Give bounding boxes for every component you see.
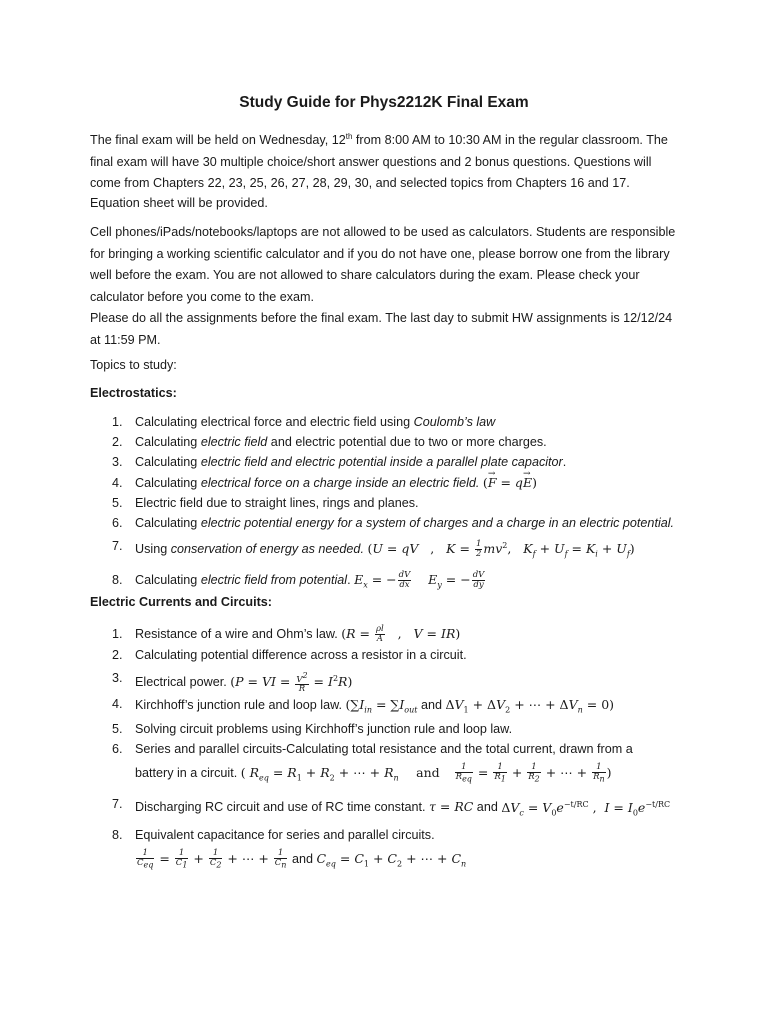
intro-text-b: from 8:00 AM to 10:30 AM in the regular classroom. The final exam will have 30 multiple choice/short answer questions and 2 bonus questions. Questions will come from Chapters 22, 23, 25, 26, 27, 28, 29, 30, and selected topics from Chapters 16 and 17. — [90, 133, 668, 191]
list-item: 4. Kirchhoff’s junction rule and loop law. ($\sum I_{in} = \sum I_{out}$ and $\Delta V_1 + \Delta V_2$ + ⋯ + $\Delta V_n = 0$) — [112, 696, 615, 715]
list-item: 2. Calculating potential difference across a resistor in a circuit. — [112, 648, 467, 662]
list-item: 1. Resistance of a wire and Ohm’s law. (R = $\frac{\rho l}{A}$ , V = IR) — [112, 624, 461, 644]
list-item: 8. Equivalent capacitance for series and parallel circuits. $\frac{1}{C_{eq}}$ = $\frac{1}{C_1}$ + $\frac{1}{C_2}$ + ⋯ + $\frac{1}{C_n}$ and $C_{eq} = C_1 + C_2$ + ⋯ + $C_n$ — [112, 828, 467, 870]
list-item: 6. Series and parallel circuits-Calculating total resistance and the total current, drawn from a battery in a circuit. ( $R_{eq} = R_1 + R_2$ + ⋯ + $R_n$ and $\frac{1}{R_{eq}}$ = $\frac{1}{R_1}$ + $\frac{1}{R_2}$ + ⋯ + $\frac{1}{R_n}$ ) — [112, 742, 633, 784]
assignments-note: Please do all the assignments before the final exam. The last day to submit HW assignments is 12/12/24 at 11:59 PM. — [90, 311, 673, 347]
list-item: 3. Calculating electric field and electric potential inside a parallel plate capacitor. — [112, 454, 567, 469]
list-item: 8. Calculating electric field from potential. $E_x$ = − $\frac{dV}{dx}$ $E_y$ = − $\frac{dV}{dy}$ — [112, 569, 485, 590]
equation-sheet-note: Equation sheet will be provided. — [90, 196, 268, 210]
list-item: 6. Calculating electric potential energy for a system of charges and a charge in an electric potential. — [112, 516, 675, 531]
list-item: 5. Electric field due to straight lines, rings and planes. — [112, 496, 419, 511]
intro-text-a: The final exam will be held on Wednesday, 12 — [90, 133, 346, 148]
force-formula: (→ F = q→ E) — [483, 475, 537, 490]
list-item: 1. Calculating electrical force and electric field using Coulomb’s law — [112, 415, 496, 429]
calculator-policy: Cell phones/iPads/notebooks/laptops are not allowed to be used as calculators. Students are responsible for bringing a working scientific calculator and if you do not have one, please borrow one from the library well before the exam. You are not allowed to share calculators during the exam. Please check your calculator before you come to the exam. — [90, 225, 676, 304]
circuits-list — [90, 622, 690, 874]
ohms-law-formula: (R = $\frac{\rho l}{A}$ , V = IR) — [341, 624, 461, 644]
list-item: 2. Calculating electric field and electric potential due to two or more charges. — [112, 434, 547, 449]
list-item: 4. Calculating electrical force on a charge inside an electric field. (→ F = q→ E) — [90, 472, 690, 494]
topics-label: Topics to study: — [90, 358, 177, 372]
intro-superscript: th — [345, 132, 353, 141]
power-formula: (P = VI = $\frac{V^2}{R}$ = $I^2R$) — [230, 670, 353, 695]
electrostatics-heading: Electrostatics: — [90, 386, 177, 400]
field-from-potential-formula: $E_x$ = − $\frac{dV}{dx}$ $E_y$ = − $\frac{dV}{dy}$ — [354, 569, 485, 590]
list-item: 5. Solving circuit problems using Kirchhoff’s junction rule and loop law. — [112, 722, 513, 737]
list-item: 3. Electrical power. (P = VI = $\frac{V^2}{R}$ = $I^2R$) — [112, 670, 353, 695]
circuits-heading: Electric Currents and Circuits: — [90, 595, 272, 609]
page-title: Study Guide for Phys2212K Final Exam — [239, 94, 529, 111]
electrostatics-list — [90, 413, 690, 598]
list-item: 7. Using conservation of energy as needed. (U = qV , K = $\frac{1}{2}$ $mv^2$, $K_f + U_f = K_i + U_f$) — [112, 538, 635, 560]
intro-paragraph — [90, 126, 680, 195]
list-item: 7. Discharging RC circuit and use of RC time constant. τ = RC and $\Delta V_c = V_0e^{-t/RC}$ , $I = I_0e^{-t/RC}$ — [112, 797, 671, 817]
energy-formula: (U = qV , K = $\frac{1}{2}$ $mv^2$, $K_f + U_f = K_i + U_f$) — [367, 539, 635, 560]
